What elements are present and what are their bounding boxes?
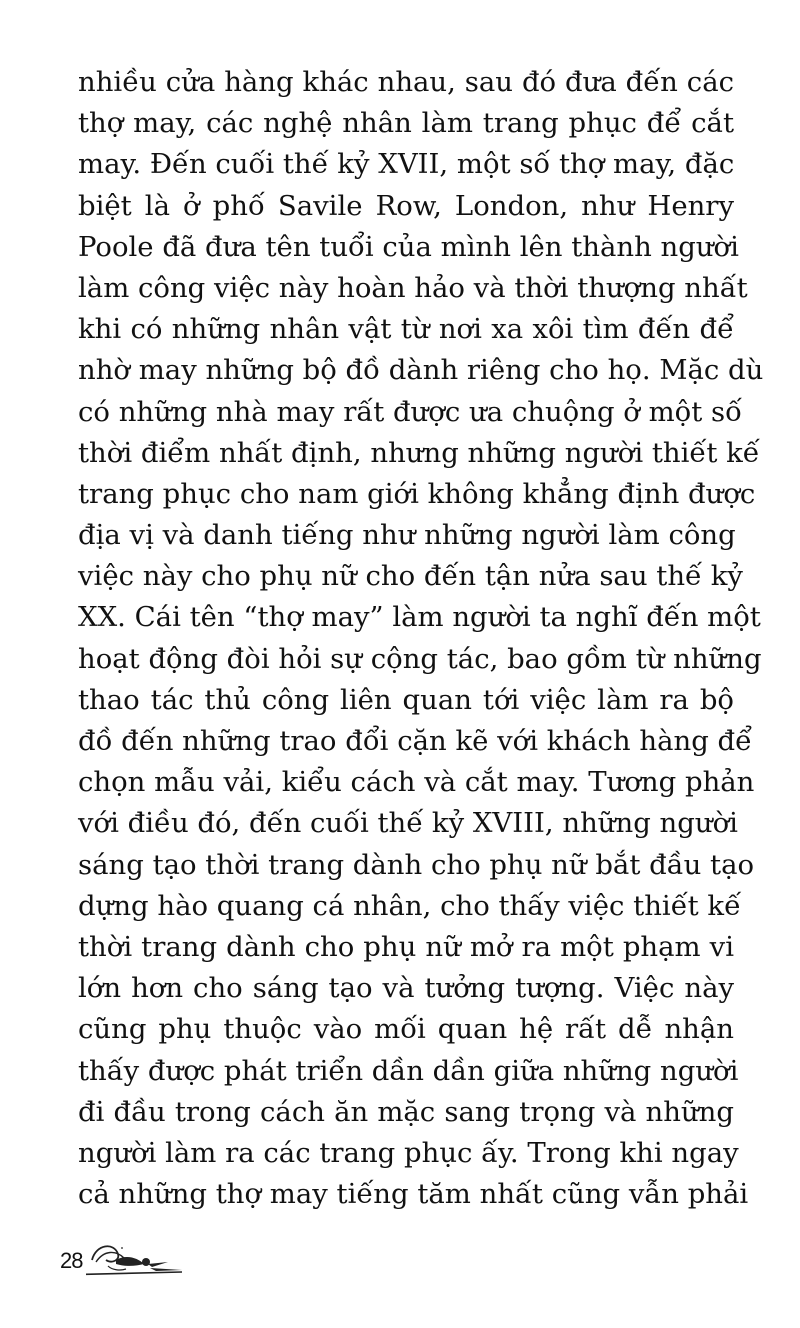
page-footer (60, 1236, 190, 1286)
text-line: Poole đã đưa tên tuổi của mình lên thành người (78, 230, 739, 263)
body-text (78, 62, 764, 1215)
text-line: thợ may, các nghệ nhân làm trang phục để cắt (78, 107, 734, 140)
text-line: với điều đó, đến cuối thế kỷ XVIII, những người (78, 807, 738, 840)
text-line: trang phục cho nam giới không khẳng định được (78, 477, 756, 510)
text-line: XX. Cái tên “thợ may” làm người ta nghĩ đến một (78, 601, 761, 634)
flying-bird-ornament-icon (86, 1236, 196, 1284)
text-line: nhiều cửa hàng khác nhau, sau đó đưa đến các (78, 66, 734, 98)
text-line: chọn mẫu vải, kiểu cách và cắt may. Tương phản (78, 766, 755, 799)
page-number: 28 (60, 1248, 83, 1273)
text-line: người làm ra các trang phục ấy. Trong khi ngay (78, 1136, 739, 1169)
text-line: thời trang dành cho phụ nữ mở ra một phạm vi (78, 930, 734, 963)
text-line: nhờ may những bộ đồ dành riêng cho họ. Mặc dù (78, 354, 764, 387)
text-line: lớn hơn cho sáng tạo và tưởng tượng. Việc này (78, 972, 734, 1005)
text-line: may. Đến cuối thế kỷ XVII, một số thợ may, đặc (78, 148, 735, 181)
text-line: sáng tạo thời trang dành cho phụ nữ bắt đầu tạo (78, 848, 755, 881)
text-line: làm công việc này hoàn hảo và thời thượng nhất (78, 271, 748, 304)
text-line: khi có những nhân vật từ nơi xa xôi tìm đến để (78, 313, 734, 346)
text-line: đồ đến những trao đổi cặn kẽ với khách hàng để (78, 725, 753, 757)
text-line: có những nhà may rất được ưa chuộng ở một số (78, 395, 742, 428)
text-line: dựng hào quang cá nhân, cho thấy việc thiết kế (78, 889, 741, 922)
text-line: cả những thợ may tiếng tăm nhất cũng vẫn phải (78, 1178, 749, 1211)
text-line: đi đầu trong cách ăn mặc sang trọng và những (78, 1095, 734, 1128)
text-line: việc này cho phụ nữ cho đến tận nửa sau thế kỷ (78, 560, 743, 593)
text-line: cũng phụ thuộc vào mối quan hệ rất dễ nhận (78, 1013, 734, 1046)
text-line: thao tác thủ công liên quan tới việc làm ra bộ (78, 683, 734, 716)
text-line: địa vị và danh tiếng như những người làm công (78, 519, 736, 552)
text-line: biệt là ở phố Savile Row, London, như Henry (78, 189, 734, 222)
text-line: thời điểm nhất định, nhưng những người thiết kế (78, 436, 760, 469)
text-line: thấy được phát triển dần dần giữa những người (78, 1054, 739, 1087)
text-line: hoạt động đòi hỏi sự cộng tác, bao gồm từ những (78, 642, 762, 675)
